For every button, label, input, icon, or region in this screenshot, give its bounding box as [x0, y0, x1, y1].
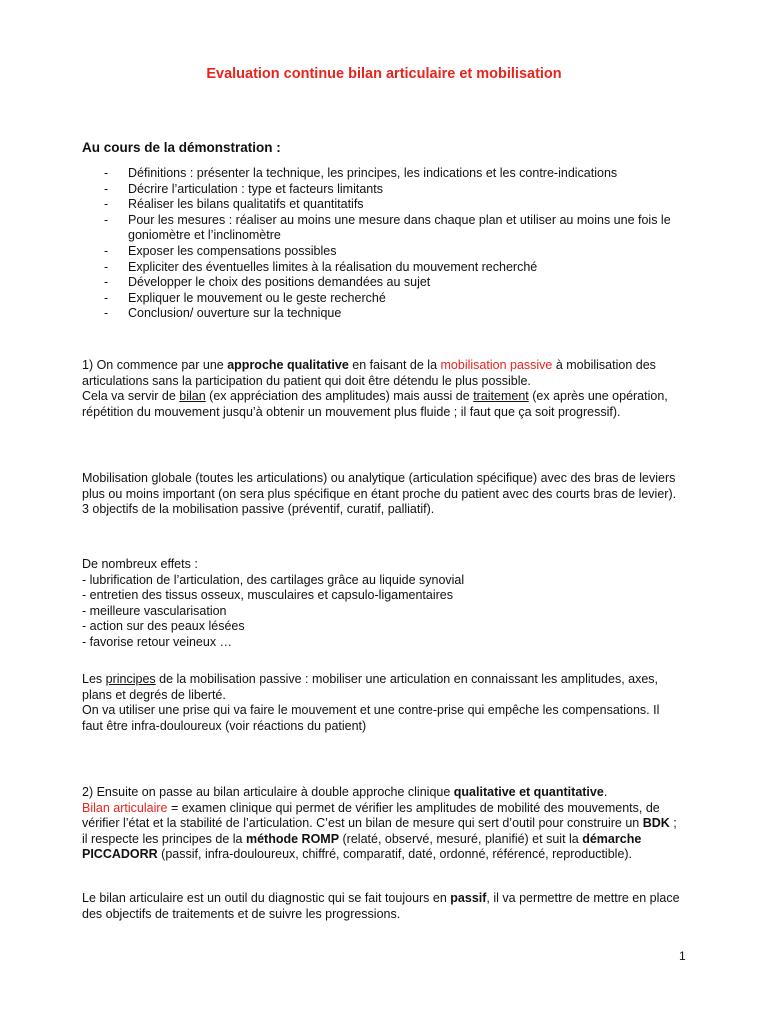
effects-list: De nombreux effets : - lubrification de l’articulation, des cartilages grâce au liquide synovial - entretien des tissus osseux, musculaires et capsulo-ligamentaires - meilleure vascularisation - action sur des peaux lésées - favorise retour veineux … — [82, 557, 465, 649]
effect-item: - lubrification de l’articulation, des cartilages grâce au liquide synovial — [82, 572, 465, 587]
effect-item: - favorise retour veineux … — [82, 634, 233, 649]
paragraph-diagnostic-tool: Le bilan articulaire est un outil du diagnostic qui se fait toujours en passif, il va permettre de mettre en place des objectifs de traitements et de suivre les progressions. — [82, 891, 680, 921]
paragraph-global-analytic: Mobilisation globale (toutes les articulations) ou analytique (articulation spécifique) avec des bras de leviers plus ou moins important (on sera plus spécifique en étant proche du patient avec des courts bras de levier). 3 objectifs de la mobilisation passive (préventif, curatif, palliatif). — [82, 471, 677, 517]
demonstration-checklist — [82, 166, 682, 322]
page-number: 1 — [679, 949, 686, 963]
list-item: - Expliquer le mouvement ou le geste recherché — [104, 290, 386, 305]
paragraph-qualitative-approach: 1) On commence par une approche qualitative en faisant de la mobilisation passive à mobilisation des articulations sans la participation du patient qui doit être détendu le plus possible. Cela va servir de bilan (ex appréciation des amplitudes) mais aussi de traitement (ex après une opération, répétition du mouvement jusqu’à obtenir un mouvement plus fluide ; il faut que ça soit progressif). — [82, 358, 668, 419]
list-item: - Conclusion/ ouverture sur la technique — [104, 306, 342, 321]
effect-item: - meilleure vascularisation — [82, 603, 227, 618]
effect-item: - action sur des peaux lésées — [82, 619, 245, 634]
list-item: - Décrire l’articulation : type et facteurs limitants — [104, 181, 383, 196]
list-item: - Réaliser les bilans qualitatifs et quantitatifs — [104, 197, 364, 212]
document-title: Evaluation continue bilan articulaire et mobilisation — [206, 66, 562, 82]
effect-item: - entretien des tissus osseux, musculaires et capsulo-ligamentaires — [82, 588, 454, 603]
list-item: - Pour les mesures : réaliser au moins une mesure dans chaque plan et utiliser au moins une fois le goniomètre et l’inclinomètre — [104, 212, 671, 243]
list-item: - Exposer les compensations possibles — [104, 243, 337, 258]
section-heading: Au cours de la démonstration : — [82, 140, 281, 155]
list-item: - Définitions : présenter la technique, les principes, les indications et les contre-indications — [104, 166, 618, 180]
paragraph-joint-assessment: 2) Ensuite on passe au bilan articulaire à double approche clinique qualitative et quantitative. Bilan articulaire = examen clinique qui permet de vérifier les amplitudes de mobilité des mouvements, de vérifier l’état et la stabilité de l’articulation. C’est un bilan de mesure qui sert d’outil pour construire un BDK ; il respecte les principes de la méthode ROMP (relaté, observé, mesuré, planifié) et suit la démarche PICCADORR (passif, infra-douloureux, chiffré, comparatif, daté, ordonné, référencé, reproductible). — [82, 785, 677, 862]
list-item: - Développer le choix des positions demandées au sujet — [104, 275, 431, 290]
list-item: - Expliciter des éventuelles limites à la réalisation du mouvement recherché — [104, 259, 538, 274]
paragraph-principles: Les principes de la mobilisation passive : mobiliser une articulation en connaissant les amplitudes, axes, plans et degrés de liberté. On va utiliser une prise qui va faire le mouvement et une contre-prise qui empêche les compensations. Il faut être infra-douloureux (voir réactions du patient) — [82, 672, 660, 733]
